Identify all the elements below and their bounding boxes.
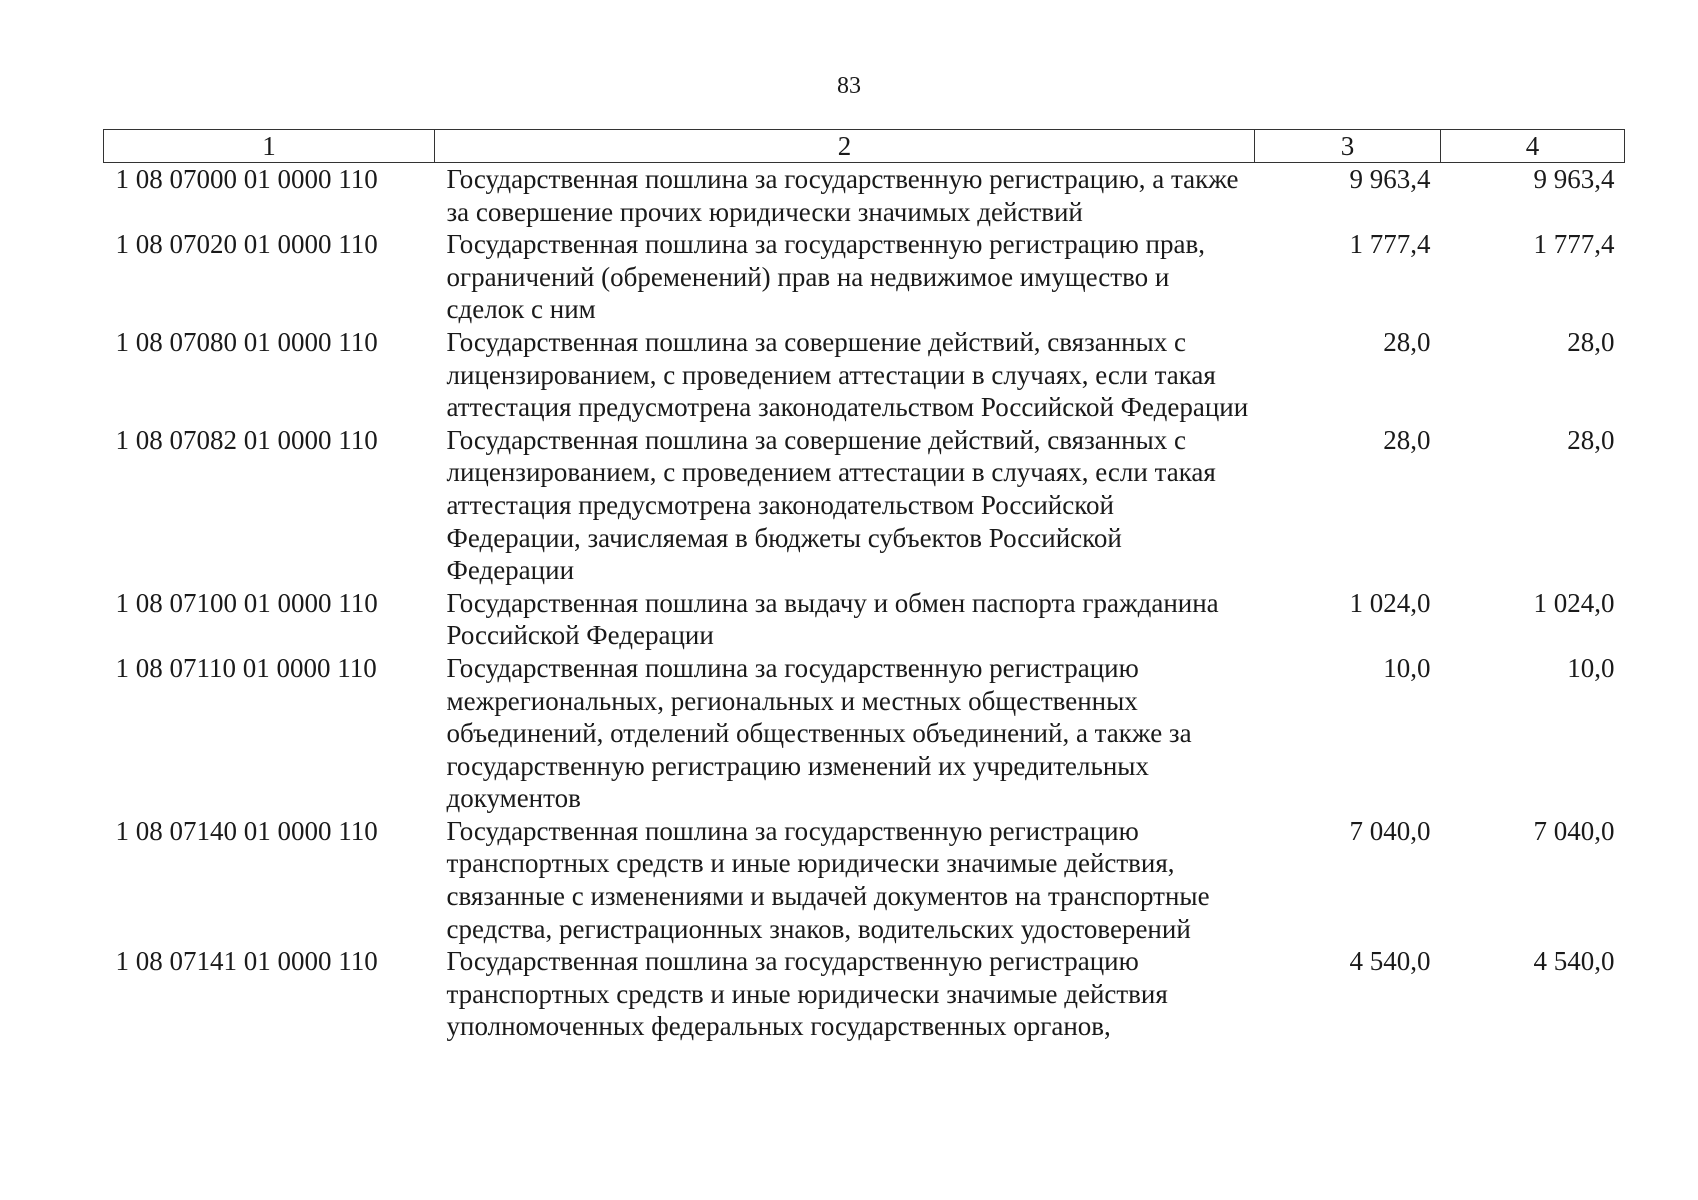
row-value-col3: 28,0 — [1383, 424, 1431, 455]
row-code: 1 08 07020 01 0000 110 — [115, 229, 378, 260]
row-code: 1 08 07080 01 0000 110 — [115, 326, 378, 357]
table-row — [104, 163, 1625, 229]
row-value-col4: 28,0 — [1567, 326, 1615, 357]
header-row — [104, 130, 1625, 163]
row-value-col3: 9 963,4 — [1349, 164, 1431, 194]
row-name: Государственная пошлина за государственную регистрацию прав, ограничений (обременений) прав на недвижимое имущество и сделок с ним — [446, 229, 1205, 325]
table-row — [104, 587, 1625, 652]
row-name: Государственная пошлина за совершение действий, связанных с лицензированием, с проведением аттестации в случаях, если такая аттестация предусмотрена законодательством Российской Федерации, зачисляемая в бюджеты субъектов Российской Федерации — [446, 424, 1216, 586]
row-name: Государственная пошлина за государственную регистрацию, а также за совершение прочих юридически значимых действий — [446, 164, 1239, 227]
row-value-col3: 10,0 — [1383, 652, 1431, 683]
row-code: 1 08 07141 01 0000 110 — [115, 946, 378, 977]
table-row — [104, 424, 1625, 587]
table-header — [104, 130, 1625, 163]
row-name: Государственная пошлина за государственную регистрацию транспортных средств и иные юридически значимые действия уполномоченных федеральных государственных органов, — [446, 946, 1168, 1042]
row-value-col4: 7 040,0 — [1533, 815, 1615, 846]
row-value-col4: 10,0 — [1567, 652, 1615, 683]
row-code: 1 08 07100 01 0000 110 — [115, 587, 378, 618]
table-row — [104, 228, 1625, 326]
revenue-table — [103, 129, 1625, 1043]
table-row — [104, 326, 1625, 424]
row-value-col3: 1 777,4 — [1349, 229, 1431, 260]
header-col-2: 2 — [435, 130, 1255, 163]
row-name: Государственная пошлина за государственную регистрацию транспортных средств и иные юридически значимые действия, связанные с изменениями и выдачей документов на транспортные средства, регистрационных знаков, водительских удостоверений — [446, 815, 1210, 944]
header-col-3: 3 — [1255, 130, 1441, 163]
row-value-col4: 4 540,0 — [1533, 946, 1615, 977]
row-value-col3: 7 040,0 — [1349, 815, 1431, 846]
row-name: Государственная пошлина за выдачу и обмен паспорта гражданина Российской Федерации — [446, 587, 1219, 651]
row-code: 1 08 07140 01 0000 110 — [115, 815, 378, 846]
row-value-col3: 28,0 — [1383, 326, 1431, 357]
header-col-1: 1 — [104, 130, 435, 163]
table-body — [104, 163, 1625, 1044]
table-row — [104, 945, 1625, 1043]
row-value-col3: 1 024,0 — [1349, 587, 1431, 618]
row-name: Государственная пошлина за совершение действий, связанных с лицензированием, с проведением аттестации в случаях, если такая аттестация предусмотрена законодательством Российской Федерации — [446, 326, 1249, 423]
table-row — [104, 815, 1625, 945]
row-value-col4: 1 777,4 — [1533, 229, 1615, 260]
row-name: Государственная пошлина за государственную регистрацию межрегиональных, региональных и местных общественных объединений, отделений общественных объединений, а также за государственную регистрацию изменений их учредительных документов — [446, 652, 1192, 814]
page-number: 83 — [837, 73, 861, 99]
row-code: 1 08 07110 01 0000 110 — [115, 652, 377, 683]
row-code: 1 08 07000 01 0000 110 — [115, 164, 378, 194]
row-value-col4: 28,0 — [1567, 424, 1615, 455]
row-code: 1 08 07082 01 0000 110 — [115, 424, 378, 455]
table-row — [104, 652, 1625, 815]
row-value-col4: 1 024,0 — [1533, 587, 1615, 618]
row-value-col4: 9 963,4 — [1533, 164, 1615, 194]
header-col-4: 4 — [1441, 130, 1625, 163]
row-value-col3: 4 540,0 — [1349, 946, 1431, 977]
